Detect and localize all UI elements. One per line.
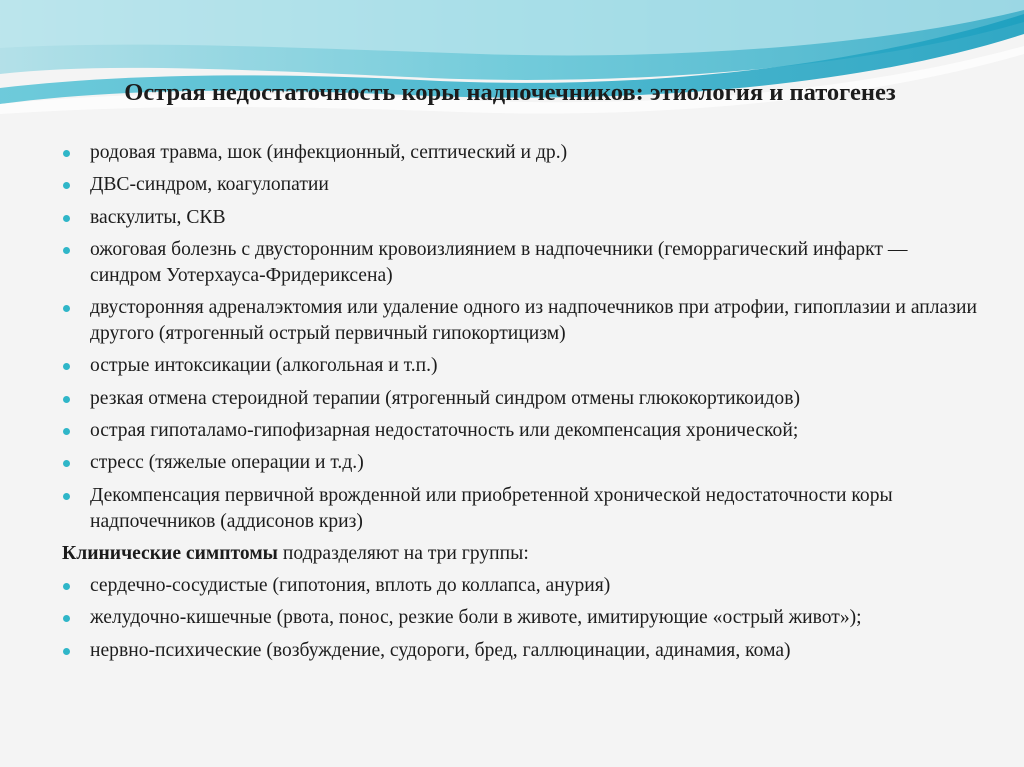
list-item: двусторонняя адреналэктомия или удаление одного из надпочечников при атрофии, гипоплазии и аплазии другого (ятрогенный острый первичный гипокортицизм) xyxy=(62,295,982,347)
bullet-dot-icon xyxy=(63,460,70,467)
slide-content xyxy=(62,140,982,670)
bullet-dot-icon xyxy=(63,215,70,222)
bullet-dot-icon xyxy=(63,428,70,435)
list-item: ожоговая болезнь с двусторонним кровоизлиянием в надпочечники (геморрагический инфаркт — синдром Уотерхауса-Фридериксена) xyxy=(62,237,982,289)
bullet-dot-icon xyxy=(63,493,70,500)
bullet-dot-icon xyxy=(63,247,70,254)
list-item: Декомпенсация первичной врожденной или приобретенной хронической недостаточности коры надпочечников (аддисонов криз) xyxy=(62,483,982,535)
list-item: желудочно-кишечные (рвота, понос, резкие боли в животе, имитирующие «острый живот»); xyxy=(62,605,982,631)
symptoms-heading-bold: Клинические симптомы xyxy=(62,542,278,564)
slide-title: Острая недостаточность коры надпочечников: этиология и патогенез xyxy=(124,79,896,106)
bullet-dot-icon xyxy=(63,396,70,403)
symptoms-heading-rest: подразделяют на три группы: xyxy=(277,542,529,564)
list-item: васкулиты, СКВ xyxy=(62,205,982,231)
bullet-dot-icon xyxy=(63,583,70,590)
bullet-dot-icon xyxy=(63,615,70,622)
list-item: родовая травма, шок (инфекционный, септический и др.) xyxy=(62,140,982,166)
bullet-dot-icon xyxy=(63,648,70,655)
etiology-list xyxy=(62,140,982,535)
list-item: стресс (тяжелые операции и т.д.) xyxy=(62,450,982,476)
symptoms-heading xyxy=(62,541,982,567)
decorative-wave-header xyxy=(0,0,1024,140)
list-item: нервно-психические (возбуждение, судороги, бред, галлюцинации, адинамия, кома) xyxy=(62,638,982,664)
bullet-dot-icon xyxy=(63,363,70,370)
list-item: острая гипоталамо-гипофизарная недостаточность или декомпенсация хронической; xyxy=(62,418,982,444)
bullet-dot-icon xyxy=(63,182,70,189)
list-item: ДВС-синдром, коагулопатии xyxy=(62,172,982,198)
list-item: сердечно-сосудистые (гипотония, вплоть до коллапса, анурия) xyxy=(62,573,982,599)
bullet-dot-icon xyxy=(63,305,70,312)
symptoms-list xyxy=(62,573,982,664)
list-item: резкая отмена стероидной терапии (ятрогенный синдром отмены глюкокортикоидов) xyxy=(62,386,982,412)
list-item: острые интоксикации (алкогольная и т.п.) xyxy=(62,353,982,379)
bullet-dot-icon xyxy=(63,150,70,157)
